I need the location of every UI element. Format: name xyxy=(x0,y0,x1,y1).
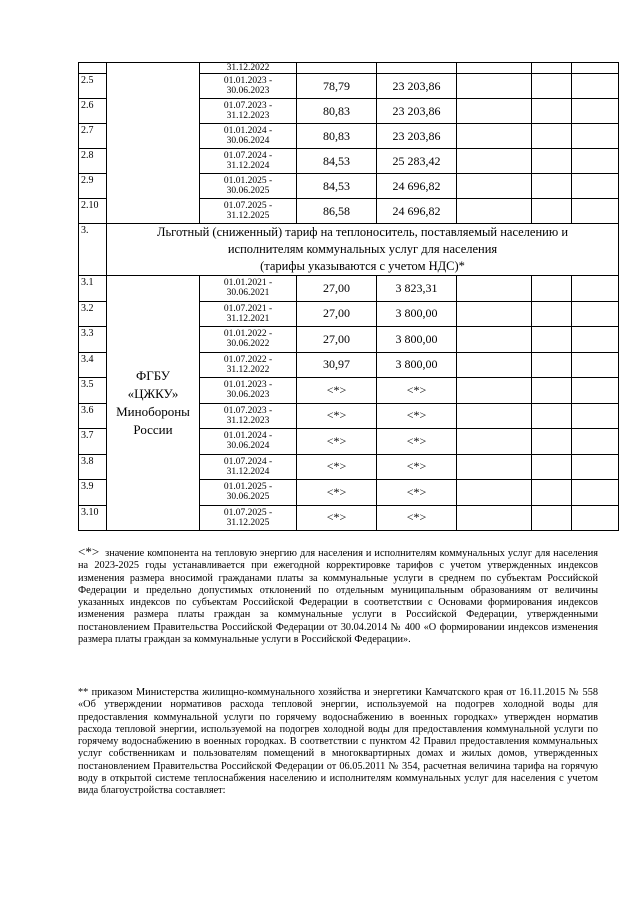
organization-name: «ЦЖКУ» xyxy=(127,386,179,401)
period-cell xyxy=(200,124,297,149)
value-cell: <*> xyxy=(377,403,457,429)
row-number: 2.6 xyxy=(79,99,107,124)
period-from: 01.07.2025 - xyxy=(223,507,273,518)
period-cell xyxy=(200,301,297,327)
period-from: 01.01.2021 - xyxy=(223,278,273,289)
period-to: 31.12.2022 xyxy=(226,364,270,375)
value-cell: <*> xyxy=(297,505,377,531)
period-cell xyxy=(200,454,297,480)
organization-name: Минобороны xyxy=(116,404,190,419)
value-cell: 23 203,86 xyxy=(377,124,457,149)
value-cell: 3 800,00 xyxy=(377,301,457,327)
section-title-line: Льготный (сниженный) тариф на теплоноситель, поставляемый населению и xyxy=(156,225,569,239)
table-row xyxy=(79,63,619,74)
value-cell: 80,83 xyxy=(297,124,377,149)
organization-cell xyxy=(107,63,200,224)
value-cell: 80,83 xyxy=(297,99,377,124)
row-number: 3.8 xyxy=(79,454,107,480)
period-to: 30.06.2024 xyxy=(226,441,270,452)
value-cell: <*> xyxy=(297,429,377,455)
row-number: 2.9 xyxy=(79,174,107,199)
period-cell xyxy=(200,352,297,378)
row-number: 2.10 xyxy=(79,199,107,224)
period-cell xyxy=(200,74,297,99)
period-from: 01.01.2023 - xyxy=(223,380,273,391)
organization-name: ФГБУ xyxy=(136,368,170,383)
period-to: 30.06.2023 xyxy=(226,86,270,96)
value-cell: 78,79 xyxy=(297,74,377,99)
period-to: 31.12.2025 xyxy=(226,211,270,221)
section-header-row xyxy=(79,224,619,276)
period-cell xyxy=(200,174,297,199)
period-to: 30.06.2024 xyxy=(226,136,270,146)
period-to: 31.12.2023 xyxy=(226,415,270,426)
value-cell: <*> xyxy=(377,454,457,480)
value-cell: 27,00 xyxy=(297,327,377,353)
value-cell: 25 283,42 xyxy=(377,149,457,174)
period-to: 31.12.2025 xyxy=(226,517,270,528)
period-cell xyxy=(200,276,297,302)
row-number: 3.7 xyxy=(79,429,107,455)
period-to: 30.06.2023 xyxy=(226,390,270,401)
row-number: 3.6 xyxy=(79,403,107,429)
section-number: 3. xyxy=(79,224,107,276)
period-from: 01.07.2023 - xyxy=(223,405,273,416)
period-to: 30.06.2021 xyxy=(226,288,270,299)
period-cell xyxy=(200,403,297,429)
period-to: 30.06.2025 xyxy=(226,492,270,503)
footnote-double-asterisk xyxy=(78,687,598,798)
period-from: 01.07.2023 - xyxy=(223,101,273,111)
period-from: 01.01.2024 - xyxy=(223,431,273,442)
value-cell: 27,00 xyxy=(297,301,377,327)
row-number: 2.7 xyxy=(79,124,107,149)
section-title-line: исполнителям коммунальных услуг для населения xyxy=(227,242,498,256)
value-cell: 86,58 xyxy=(297,199,377,224)
period-to: 30.06.2025 xyxy=(226,186,270,196)
period-from: 01.07.2021 - xyxy=(223,303,273,314)
row-number: 3.5 xyxy=(79,378,107,404)
value-cell: 84,53 xyxy=(297,149,377,174)
period-from: 01.01.2025 - xyxy=(223,482,273,493)
footnote-text: ** приказом Министерства жилищно-коммунального хозяйства и энергетики Камчатского края от 16.11.2015 № 558 «Об утверждении нормативов расхода тепловой энергии, используемой на подогрев холодной воды для предоставления коммунальной услуги по горячему водоснабжению в военных городках» утвержден норматив расхода тепловой энергии, используемой на подогрев холодной воды для предоставления коммунальной услуги по горячему водоснабжению в военных городках. В соответствии с пунктом 42 Правил предоставления коммунальных услуг собственникам и пользователям помещений в многоквартирных домах и жилых домов, утвержденных постановлением Правительства Российской Федерации от 06.05.2011 № 354, расчетная величина тарифа на горячую воду в открытой системе теплоснабжения населению и исполнителям коммунальных услуг для населения с учетом вида благоустройства составляет: xyxy=(78,687,598,797)
organization-cell xyxy=(107,276,200,531)
footnote-text: значение компонента на тепловую энергию для населения и исполнителям коммунальных услуг для населения на 2023-2025 годы устанавливается при ежегодной корректировке тарифов с учетом утвержденных индексов изменения размера вносимой гражданами платы за коммунальные услуги в среднем по субъектам Российской Федерации и предельно допустимых отклонений по отдельным муниципальным образованиям от величины указанных индексов по субъектам Российской Федерации в соответствии с Основами формирования индексов изменения размера платы граждан за коммунальные услуги в Российской Федерации, утвержденными постановлением Правительства Российской Федерации от 30.04.2014 № 400 «О формировании индексов изменения размера платы граждан за коммунальные услуги в Российской Федерации». xyxy=(78,548,598,646)
row-number: 3.9 xyxy=(79,480,107,506)
period-to: 31.12.2024 xyxy=(226,161,270,171)
period-from: 01.07.2024 - xyxy=(223,456,273,467)
period-cell xyxy=(200,378,297,404)
period-to: 31.12.2021 xyxy=(226,313,270,324)
row-number: 3.3 xyxy=(79,327,107,353)
value-cell: <*> xyxy=(377,378,457,404)
period-cell xyxy=(200,99,297,124)
value-cell: 3 800,00 xyxy=(377,352,457,378)
period-cell xyxy=(200,63,297,74)
value-cell: 24 696,82 xyxy=(377,174,457,199)
period-to: 31.12.2024 xyxy=(226,466,270,477)
period-from: 01.07.2025 - xyxy=(223,201,273,211)
value-cell: 3 800,00 xyxy=(377,327,457,353)
footnote-asterisk xyxy=(78,546,598,646)
value-cell: <*> xyxy=(297,403,377,429)
period-from: 01.07.2024 - xyxy=(223,151,273,161)
tariff-table xyxy=(78,62,619,531)
value-cell: <*> xyxy=(377,505,457,531)
value-cell: <*> xyxy=(297,454,377,480)
row-number: 3.1 xyxy=(79,276,107,302)
period-from: 01.01.2023 - xyxy=(223,76,273,86)
period-cell xyxy=(200,480,297,506)
period-to: 30.06.2022 xyxy=(226,339,270,350)
value-cell: 30,97 xyxy=(297,352,377,378)
value-cell: 27,00 xyxy=(297,276,377,302)
period-from: 01.01.2024 - xyxy=(223,126,273,136)
period-from: 01.07.2022 - xyxy=(223,354,273,365)
value-cell: <*> xyxy=(377,480,457,506)
period-to: 31.12.2023 xyxy=(226,111,270,121)
table-row xyxy=(79,276,619,302)
value-cell: <*> xyxy=(297,378,377,404)
value-cell: 23 203,86 xyxy=(377,99,457,124)
value-cell: 3 823,31 xyxy=(377,276,457,302)
value-cell: 24 696,82 xyxy=(377,199,457,224)
period-cell xyxy=(200,429,297,455)
footnote-mark: <*> xyxy=(78,544,100,559)
organization-name: России xyxy=(133,422,173,437)
row-number-cell xyxy=(79,63,107,74)
section-title-line: (тарифы указываются с учетом НДС)* xyxy=(260,259,465,273)
period-cell xyxy=(200,505,297,531)
row-number: 2.5 xyxy=(79,74,107,99)
period-end: 31.12.2022 xyxy=(226,63,270,73)
value-cell: 23 203,86 xyxy=(377,74,457,99)
value-cell: 84,53 xyxy=(297,174,377,199)
period-cell xyxy=(200,327,297,353)
value-cell: <*> xyxy=(377,429,457,455)
period-from: 01.01.2025 - xyxy=(223,176,273,186)
value-cell: <*> xyxy=(297,480,377,506)
row-number: 3.2 xyxy=(79,301,107,327)
row-number: 3.4 xyxy=(79,352,107,378)
section-title xyxy=(107,224,619,276)
row-number: 3.10 xyxy=(79,505,107,531)
period-from: 01.01.2022 - xyxy=(223,329,273,340)
period-cell xyxy=(200,199,297,224)
row-number: 2.8 xyxy=(79,149,107,174)
period-cell xyxy=(200,149,297,174)
